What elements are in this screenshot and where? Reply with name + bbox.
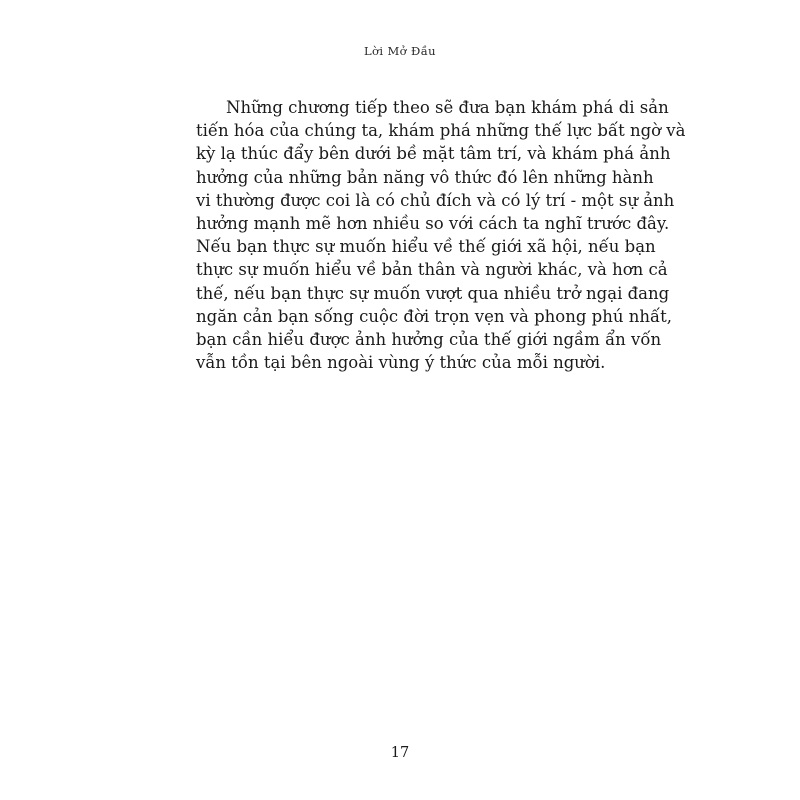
body-paragraph: [196, 96, 686, 374]
paragraph-line: hưởng mạnh mẽ hơn nhiều so với cách ta nghĩ trước đây.: [196, 214, 670, 234]
paragraph-line: ngăn cản bạn sống cuộc đời trọn vẹn và phong phú nhất,: [196, 306, 672, 326]
paragraph-line: Nếu bạn thực sự muốn hiểu về thế giới xã hội, nếu bạn: [196, 237, 656, 257]
paragraph-line: vẫn tồn tại bên ngoài vùng ý thức của mỗi người.: [196, 353, 606, 373]
paragraph-line: vi thường được coi là có chủ đích và có lý trí - một sự ảnh: [196, 190, 675, 210]
paragraph-line: hưởng của những bản năng vô thức đó lên những hành: [196, 167, 654, 187]
paragraph-line: bạn cần hiểu được ảnh hưởng của thế giới ngầm ẩn vốn: [196, 330, 662, 350]
page-number: 17: [390, 745, 410, 761]
running-head: Lời Mở Đầu: [364, 44, 436, 58]
paragraph-line: kỳ lạ thúc đẩy bên dưới bề mặt tâm trí, và khám phá ảnh: [196, 144, 671, 164]
paragraph-line: thế, nếu bạn thực sự muốn vượt qua nhiều trở ngại đang: [196, 283, 670, 303]
paragraph-line: Những chương tiếp theo sẽ đưa bạn khám phá di sản: [226, 98, 669, 117]
paragraph-line: thực sự muốn hiểu về bản thân và người khác, và hơn cả: [196, 260, 668, 280]
paragraph-line: tiến hóa của chúng ta, khám phá những thế lực bất ngờ và: [196, 121, 686, 141]
